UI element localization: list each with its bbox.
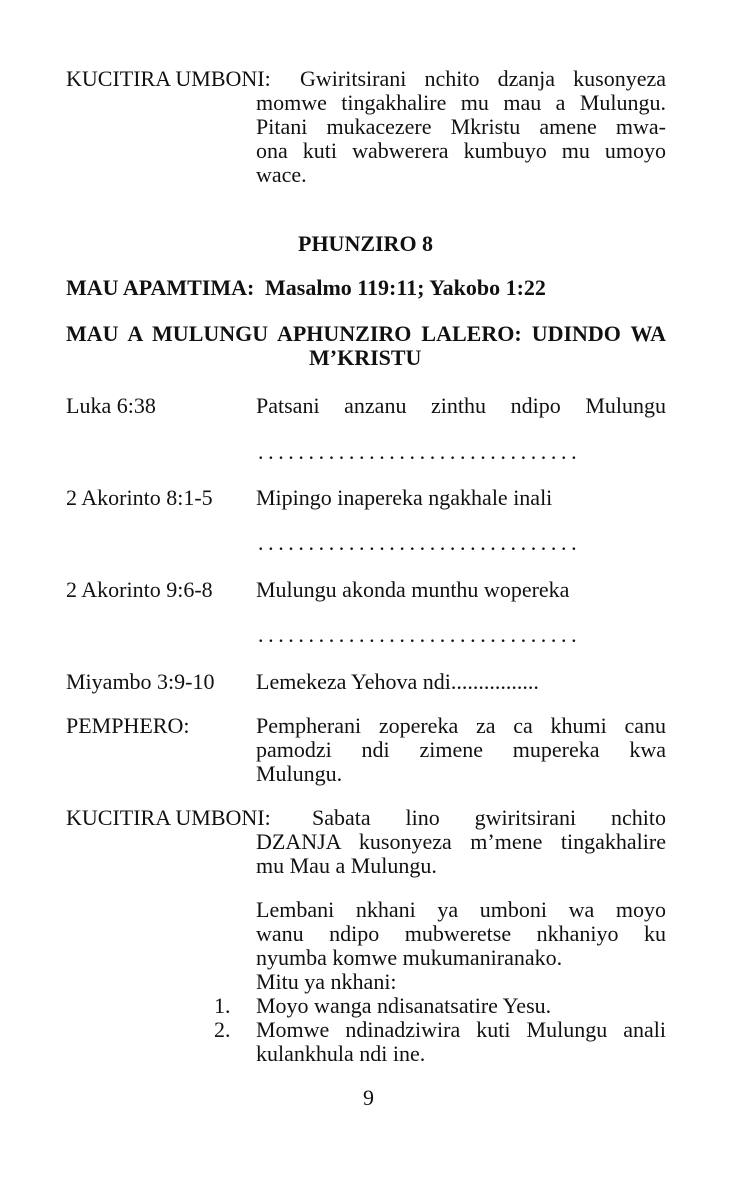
witness-line: mu Mau a Mulungu. — [256, 853, 437, 878]
witness-line: DZANJA kusonyeza m’mene tingakhalire — [256, 829, 666, 854]
reference-citation: 2 Akorinto 8:1-5 — [66, 485, 213, 510]
page-number: 9 — [363, 1085, 374, 1110]
witness-line: Sabata lino gwiritsirani nchito — [312, 805, 666, 830]
reference-text: Mipingo inapereka ngakhale inali — [256, 485, 553, 510]
prayer-label: PEMPHERO: — [66, 713, 190, 738]
lesson-heading-cont: M’KRISTU — [309, 345, 422, 370]
list-number: 2. — [214, 1017, 231, 1042]
answer-blank: ................................ — [258, 622, 582, 647]
list-item: Moyo wanga ndisanatsatire Yesu. — [256, 993, 552, 1018]
witness-paragraph-line: nyumba komwe mukumaniranako. — [256, 945, 563, 970]
witness-line: Pitani mukacezere Mkristu amene mwa- — [256, 114, 666, 139]
witness-paragraph-line: Lembani nkhani ya umboni wa moyo — [256, 897, 666, 922]
witness-paragraph-line: wanu ndipo mubweretse nkhaniyo ku — [256, 921, 666, 946]
reference-text: Mulungu akonda munthu wopereka — [256, 577, 570, 602]
reference-text: Patsani anzanu zinthu ndipo Mulungu — [256, 393, 666, 418]
witness-line: Gwiritsirani nchito dzanja kusonyeza — [300, 66, 666, 91]
witness-line: momwe tingakhalire mu mau a Mulungu. — [256, 90, 666, 115]
memory-verse-value: Masalmo 119:11; Yakobo 1:22 — [265, 275, 546, 300]
list-number: 1. — [214, 993, 231, 1018]
list-item: kulankhula ndi ine. — [256, 1041, 426, 1066]
answer-blank: ................................ — [258, 530, 582, 555]
lesson-title: PHUNZIRO 8 — [298, 231, 434, 256]
prayer-line: Pempherani zopereka za ca khumi canu — [256, 713, 666, 738]
prayer-line: pamodzi ndi zimene mupereka kwa — [256, 737, 666, 762]
reference-citation: 2 Akorinto 9:6-8 — [66, 577, 213, 602]
prayer-line: Mulungu. — [256, 761, 343, 786]
memory-verse-label: MAU APAMTIMA: — [66, 275, 255, 300]
witness-label: KUCITIRA UMBONI: — [66, 805, 271, 830]
reference-text: Lemekeza Yehova ndi................ — [256, 669, 539, 694]
reference-citation: Miyambo 3:9-10 — [66, 669, 215, 694]
list-item: Momwe ndinadziwira kuti Mulungu anali — [256, 1017, 666, 1042]
witness-paragraph-line: Mitu ya nkhani: — [256, 969, 397, 994]
answer-blank: ................................ — [258, 439, 582, 464]
reference-citation: Luka 6:38 — [66, 393, 156, 418]
lesson-heading: MAU A MULUNGU APHUNZIRO LALERO: UDINDO WA — [66, 321, 666, 346]
witness-line: wace. — [256, 162, 307, 187]
witness-line: ona kuti wabwerera kumbuyo mu umoyo — [256, 138, 666, 163]
witness-label: KUCITIRA UMBONI: — [66, 66, 271, 91]
